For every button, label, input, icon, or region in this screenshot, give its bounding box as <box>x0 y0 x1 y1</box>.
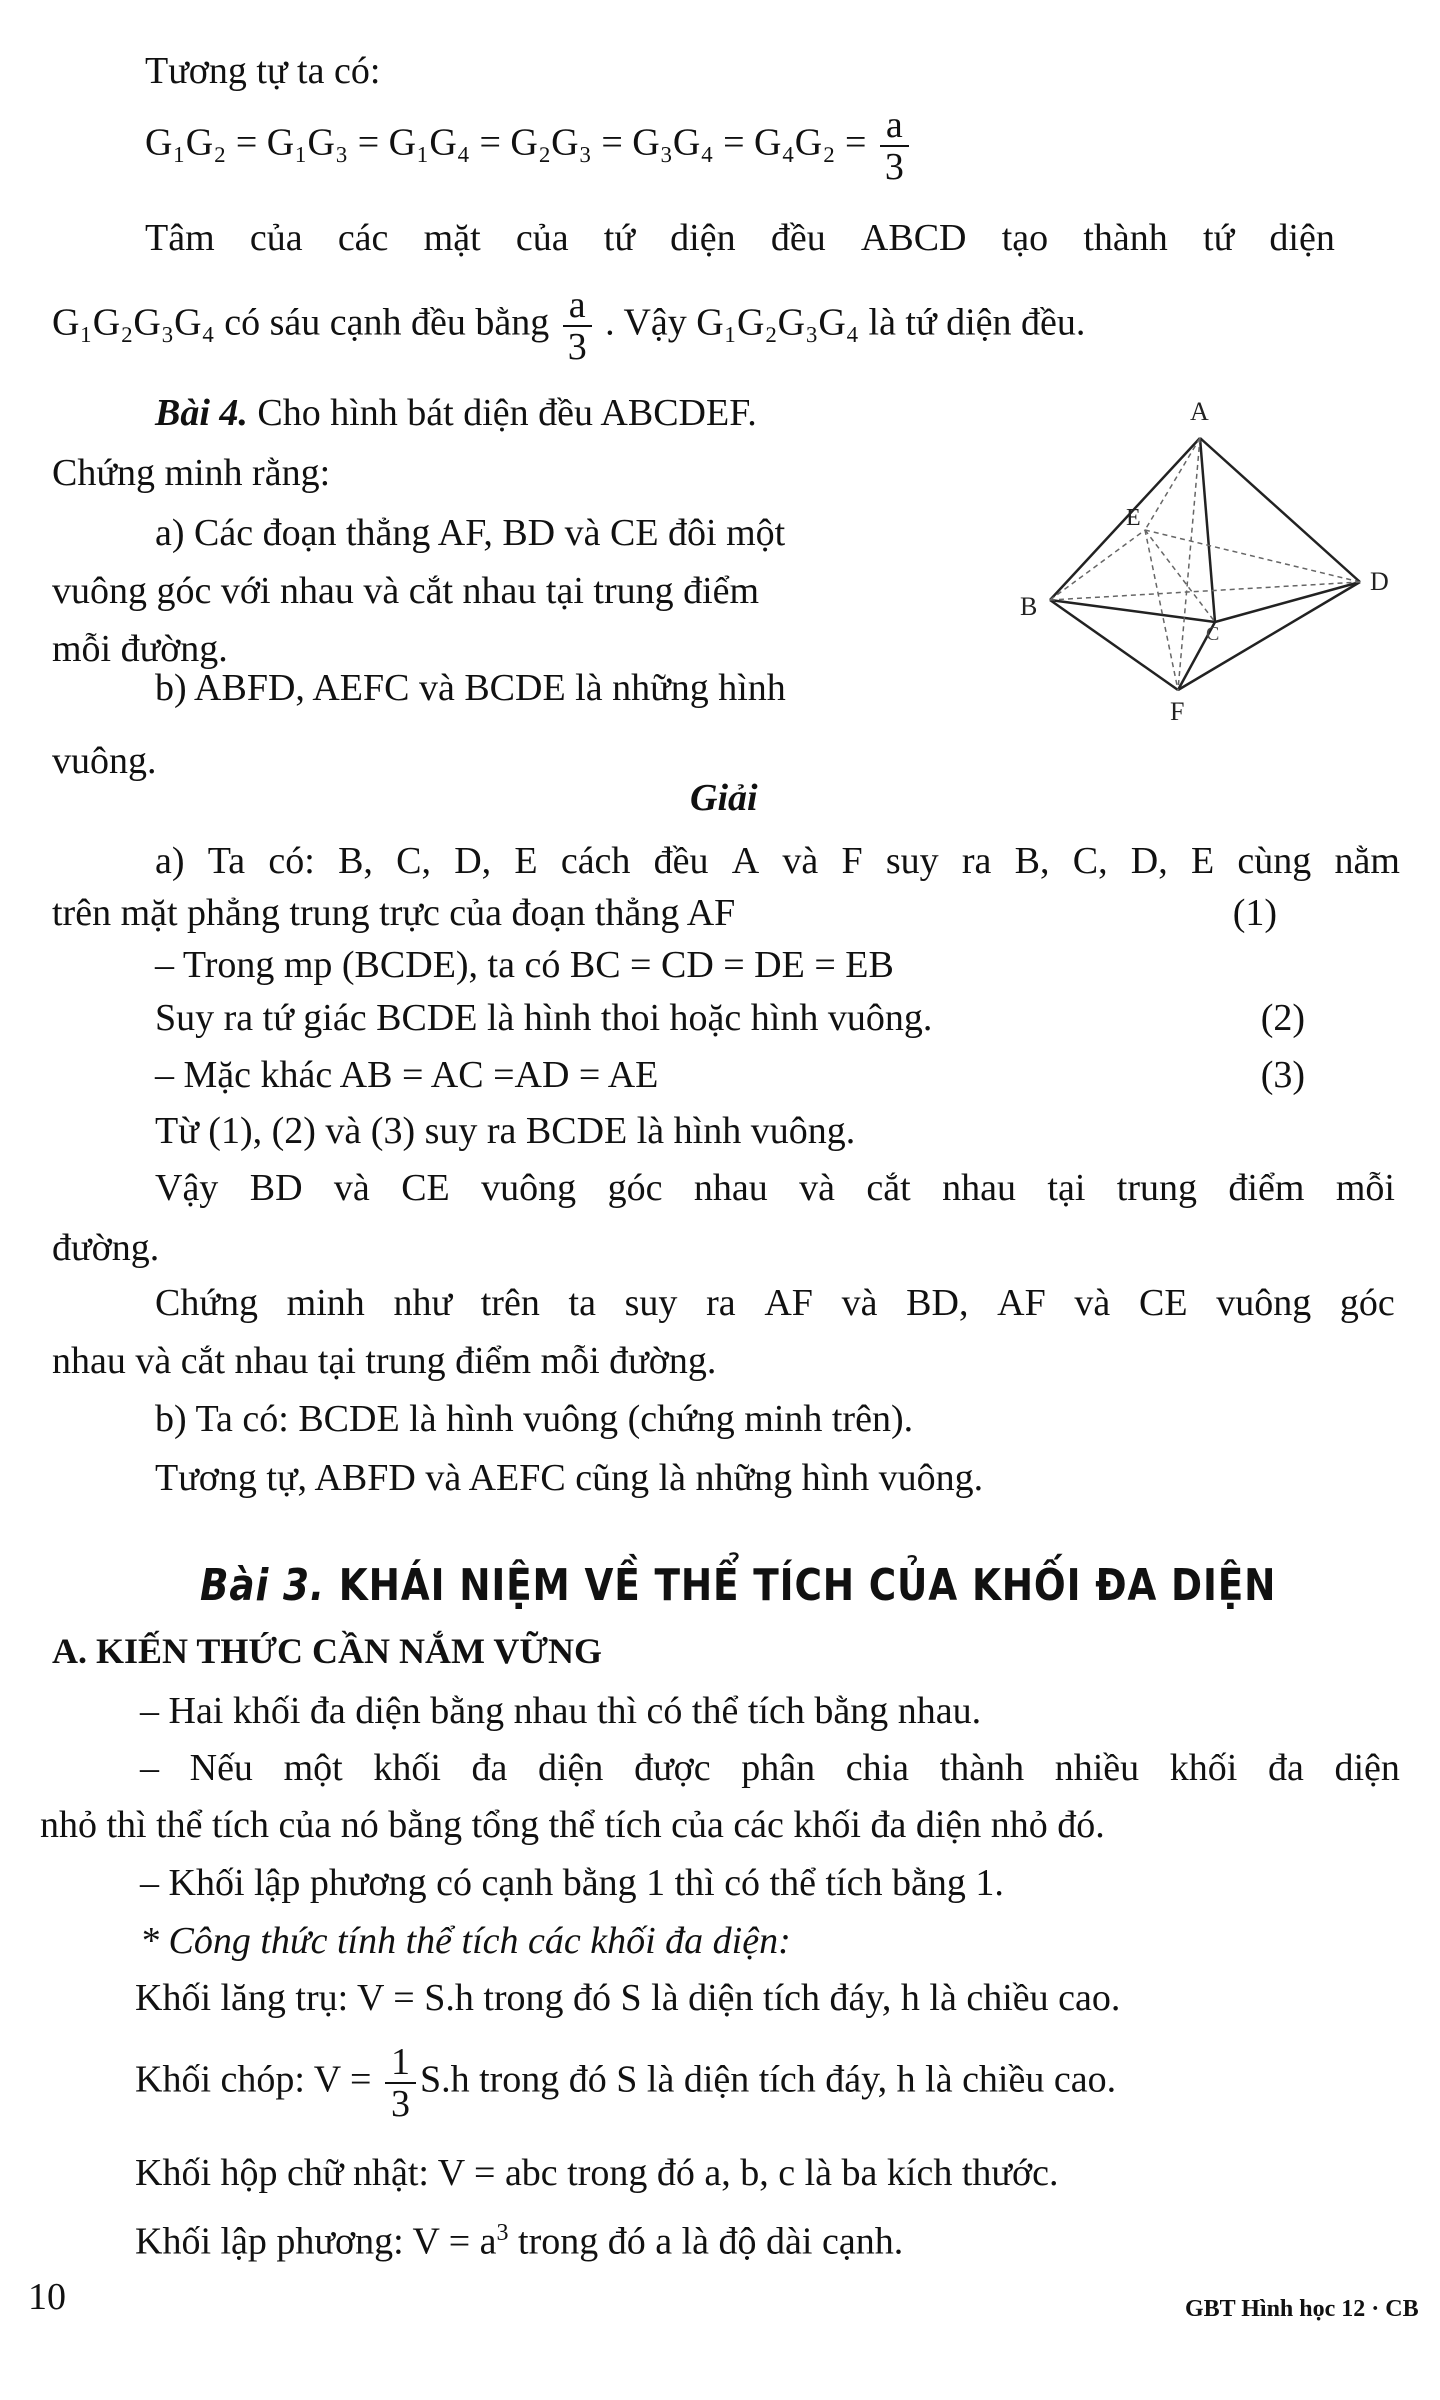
word: góc <box>1339 1282 1395 1324</box>
solution-line: – Trong mp (BCDE), ta có BC = CD = DE = EB <box>155 944 894 986</box>
word: như <box>393 1282 453 1324</box>
formula-section-title: * Công thức tính thể tích các khối đa diện: <box>140 1920 791 1962</box>
word: A <box>731 840 760 882</box>
solution-line: b) Ta có: BCDE là hình vuông (chứng minh trên). <box>155 1398 914 1440</box>
word: góc <box>607 1167 663 1209</box>
word: của <box>515 217 569 259</box>
intro-line: Tương tự ta có: <box>145 50 381 92</box>
word: Tâm <box>145 217 215 259</box>
word: đều <box>770 217 826 259</box>
word: AF <box>997 1282 1046 1324</box>
word: diện <box>538 1747 604 1789</box>
word: và <box>782 840 819 882</box>
formula-cube <box>135 2210 903 2265</box>
formula-text: S.h trong đó S là diện tích đáy, h là chiều cao. <box>419 2058 1117 2101</box>
word: AF <box>764 1282 813 1324</box>
fraction-numerator: a <box>880 105 909 147</box>
word: vuông <box>481 1167 577 1209</box>
word: đều <box>653 840 709 882</box>
formula-text: trong đó a là độ dài cạnh. <box>508 2220 904 2263</box>
knowledge-line: – Hai khối đa diện bằng nhau thì có thể tích bằng nhau. <box>140 1690 982 1732</box>
word: của <box>249 217 303 259</box>
word: trên <box>480 1282 540 1324</box>
word: mỗi <box>1335 1167 1395 1209</box>
fraction-one-third <box>385 2042 416 2124</box>
word: tại <box>1047 1167 1086 1209</box>
word: một <box>283 1747 343 1789</box>
word: và <box>333 1167 370 1209</box>
word: Vậy <box>155 1167 219 1209</box>
exercise-line: b) ABFD, AEFC và BCDE là những hình <box>155 667 786 709</box>
word: tứ <box>1203 217 1235 259</box>
word: C, <box>396 840 431 882</box>
solution-text: trên mặt phẳng trung trực của đoạn thẳng AF <box>52 892 736 934</box>
word: điểm <box>1228 1167 1305 1209</box>
page-number: 10 <box>28 2276 66 2318</box>
word: – <box>140 1747 159 1789</box>
solution-line <box>155 995 1305 1041</box>
solution-line: Tương tự, ABFD và AEFC cũng là những hình vuông. <box>155 1457 984 1499</box>
exercise-label: Bài 4. <box>155 392 248 434</box>
word: khối <box>1169 1747 1238 1789</box>
word: các <box>337 217 389 259</box>
word: Nếu <box>189 1747 253 1789</box>
word: cắt <box>866 1167 911 1209</box>
equation-centroid-edges <box>145 105 913 187</box>
exercise-4-heading <box>155 390 757 436</box>
word: thành <box>1083 217 1168 259</box>
solution-line: nhau và cắt nhau tại trung điểm mỗi đường. <box>52 1340 717 1382</box>
word: tạo <box>1001 217 1049 259</box>
word: ra <box>706 1282 736 1324</box>
word: nhau <box>693 1167 768 1209</box>
exercise-line: Chứng minh rằng: <box>52 452 331 494</box>
word: Ta <box>207 840 246 882</box>
word: và <box>1074 1282 1111 1324</box>
solution-line <box>155 1280 1395 1326</box>
exercise-line: vuông. <box>52 740 157 782</box>
intro-line <box>145 215 1335 261</box>
solution-line <box>155 1165 1395 1211</box>
word: cùng <box>1237 840 1312 882</box>
word: đa <box>471 1747 508 1789</box>
vertex-label-f: F <box>1170 697 1185 726</box>
word: trung <box>1116 1167 1198 1209</box>
formula-text: Khối chóp: V = <box>135 2058 372 2101</box>
word: CE <box>1138 1282 1188 1324</box>
word: nhiều <box>1054 1747 1140 1789</box>
vertex-label-c: C <box>1206 623 1220 645</box>
word: D, <box>1130 840 1168 882</box>
word: suy <box>624 1282 678 1324</box>
solution-line <box>155 838 1400 884</box>
word: diện <box>670 217 736 259</box>
equation-number-3: (3) <box>1260 1054 1305 1096</box>
word: diện <box>1269 217 1335 259</box>
word: nằm <box>1334 840 1400 882</box>
vertex-label-a: A <box>1190 397 1209 426</box>
formula-box: Khối hộp chữ nhật: V = abc trong đó a, b, c là ba kích thước. <box>135 2152 1059 2194</box>
exponent: 3 <box>496 2220 509 2246</box>
word: thành <box>939 1747 1025 1789</box>
word: vuông <box>1216 1282 1312 1324</box>
word: minh <box>286 1282 365 1324</box>
word: đa <box>1267 1747 1304 1789</box>
intro-text: G₁G₂G₃G₄ có sáu cạnh đều bằng <box>52 301 550 344</box>
word: suy <box>885 840 939 882</box>
word: ta <box>568 1282 596 1324</box>
equation-number-2: (2) <box>1260 997 1305 1039</box>
fraction-denominator: 3 <box>390 2083 410 2125</box>
word: cách <box>560 840 631 882</box>
word: được <box>634 1747 711 1789</box>
running-footer: GBT Hình học 12 · CB <box>1185 2296 1419 2322</box>
solution-line <box>52 890 1277 936</box>
word: D, <box>454 840 492 882</box>
word: E <box>514 840 538 882</box>
solution-text: – Mặc khác AB = AC =AD = AE <box>155 1054 659 1096</box>
word: ra <box>961 840 992 882</box>
octahedron-figure <box>1000 390 1420 740</box>
word: B, <box>338 840 373 882</box>
fraction-denominator: 3 <box>567 326 587 368</box>
word: F <box>841 840 863 882</box>
word: phân <box>741 1747 816 1789</box>
word: BD <box>249 1167 303 1209</box>
word: C, <box>1072 840 1108 882</box>
fraction-a-over-3 <box>563 285 592 367</box>
word: CE <box>401 1167 450 1209</box>
vertex-label-d: D <box>1370 567 1389 596</box>
equation-number-1: (1) <box>1232 892 1277 934</box>
exercise-line: a) Các đoạn thẳng AF, BD và CE đôi một <box>155 512 786 554</box>
fraction-denominator: 3 <box>884 146 904 188</box>
lesson-label: Bài 3. <box>200 1560 325 1611</box>
word: diện <box>1334 1747 1400 1789</box>
lesson-heading <box>200 1560 1276 1611</box>
fraction-numerator: a <box>563 285 592 327</box>
vertex-label-b: B <box>1020 592 1038 621</box>
solution-line: đường. <box>52 1227 160 1269</box>
equation-text: G₁G₂ = G₁G₃ = G₁G₄ = G₂G₃ = G₃G₄ = G₄G₂ = <box>145 121 867 164</box>
knowledge-line: – Khối lập phương có cạnh bằng 1 thì có thể tích bằng 1. <box>140 1862 1004 1904</box>
knowledge-line <box>140 1745 1400 1791</box>
word: Chứng <box>155 1282 258 1324</box>
word: và <box>841 1282 878 1324</box>
vertex-label-e: E <box>1126 505 1141 531</box>
formula-text: Khối lập phương: V = a <box>135 2220 497 2263</box>
word: mặt <box>423 217 481 259</box>
lesson-title: KHÁI NIỆM VỀ THỂ TÍCH CỦA KHỐI ĐA DIỆN <box>338 1560 1277 1611</box>
fraction-numerator: 1 <box>385 2042 416 2084</box>
solution-heading: Giải <box>690 777 758 819</box>
word: E <box>1190 840 1215 882</box>
word: và <box>799 1167 836 1209</box>
solution-text: Suy ra tứ giác BCDE là hình thoi hoặc hình vuông. <box>155 997 933 1039</box>
word: có: <box>268 840 315 882</box>
word: tứ <box>603 217 635 259</box>
word: a) <box>155 840 185 882</box>
exercise-line: mỗi đường. <box>52 628 228 670</box>
solution-line <box>155 1052 1305 1098</box>
intro-text: . Vậy G₁G₂G₃G₄ là tứ diện đều. <box>605 301 1086 344</box>
word: khối <box>373 1747 441 1789</box>
word: nhau <box>942 1167 1016 1209</box>
word: ABCD <box>860 217 967 259</box>
section-heading: A. KIẾN THỨC CẦN NẮM VỮNG <box>52 1631 603 1671</box>
word: B, <box>1014 840 1050 882</box>
word: chia <box>845 1747 910 1789</box>
solution-line: Từ (1), (2) và (3) suy ra BCDE là hình vuông. <box>155 1110 856 1152</box>
fraction-a-over-3 <box>880 105 909 187</box>
exercise-title: Cho hình bát diện đều ABCDEF. <box>257 392 757 434</box>
formula-pyramid <box>135 2042 1116 2124</box>
exercise-line: vuông góc với nhau và cắt nhau tại trung điểm <box>52 570 760 612</box>
intro-line-with-fraction <box>52 285 1085 367</box>
word: BD, <box>906 1282 969 1324</box>
knowledge-line: nhỏ thì thể tích của nó bằng tổng thể tích của các khối đa diện nhỏ đó. <box>40 1804 1105 1846</box>
formula-prism: Khối lăng trụ: V = S.h trong đó S là diện tích đáy, h là chiều cao. <box>135 1977 1121 2019</box>
